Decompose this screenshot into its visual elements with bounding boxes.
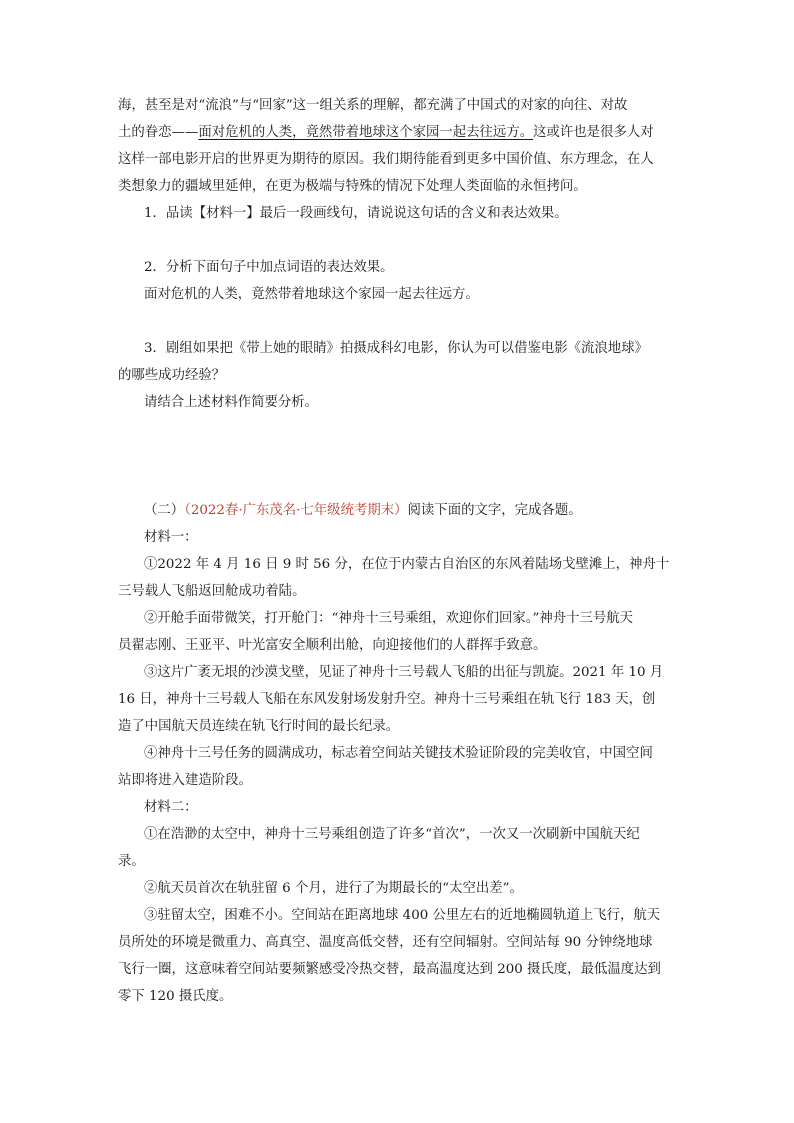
passage-line <box>118 119 678 146</box>
material-line: 造了中国航天员连续在轨飞行时间的最长纪录。 <box>118 719 400 734</box>
passage-text: 土的眷恋—— <box>118 125 199 140</box>
material-line: ③这片广袤无垠的沙漠戈壁，见证了神舟十三号载人飞船的出征与凯旋。2021 年 10 月 <box>144 665 664 680</box>
question-2: 2．分析下面句子中加点词语的表达效果。 <box>144 260 394 275</box>
material-line: ①2022 年 4 月 16 日 9 时 56 分，在位于内蒙古自治区的东风着陆场戈壁滩上，神舟十 <box>144 557 670 572</box>
passage-line: 这样一部电影开启的世界更为期待的原因。我们期待能看到更多中国价值、东方理念，在人 <box>118 152 654 167</box>
question-2-sentence: 面对危机的人类，竟然带着地球这个家园一起去往远方。 <box>144 287 479 302</box>
question-3-instruction: 请结合上述材料作简要分析。 <box>144 395 319 410</box>
question-3: 3．剧组如果把《带上她的眼睛》拍摄成科幻电影，你认为可以借鉴电影《流浪地球》 <box>144 341 648 356</box>
material-line: 飞行一圈，这意味着空间站要频繁感受冷热交替，最高温度达到 200 摄氏度，最低温度达到 <box>118 962 661 977</box>
section-instruction: 阅读下面的文字，完成各题。 <box>407 503 582 518</box>
document-page <box>118 92 678 1010</box>
material-line: ③驻留太空，困难不小。空间站在距离地球 400 公里左右的近地椭圆轨道上飞行，航天 <box>144 908 661 923</box>
question-3-cont: 的哪些成功经验？ <box>118 368 226 383</box>
passage-text: 这或许也是很多人对 <box>533 125 654 140</box>
underlined-sentence: 面对危机的人类，竟然带着地球这个家园一起去往远方。 <box>198 125 534 140</box>
passage-line: 类想象力的疆域里延伸，在更为极端与特殊的情况下处理人类面临的永恒拷问。 <box>118 179 587 194</box>
material-line: 三号载人飞船返回舱成功着陆。 <box>118 584 306 599</box>
material-line: ②开舱手面带微笑，打开舱门：“神舟十三号乘组，欢迎你们回家。”神舟十三号航天 <box>144 611 634 626</box>
material-line: 16 日，神舟十三号载人飞船在东风发射场发射升空。神舟十三号乘组在轨飞行 183 天，创 <box>118 692 656 707</box>
section-number: （二） <box>144 503 185 518</box>
material-line: 录。 <box>118 854 145 869</box>
question-1: 1．品读【材料一】最后一段画线句，请说说这句话的含义和表达效果。 <box>144 206 568 221</box>
material-1-title: 材料一： <box>144 530 198 545</box>
source-tag: （2022春·广东茂名·七年级统考期末） <box>184 503 408 518</box>
section-2-heading <box>118 497 678 524</box>
material-line: ④神舟十三号任务的圆满成功，标志着空间站关键技术验证阶段的完美收官，中国空间 <box>144 746 653 761</box>
material-line: 员所处的环境是微重力、高真空、温度高低交替，还有空间辐射。空间站每 90 分钟绕地球 <box>118 935 653 950</box>
material-line: ①在浩渺的太空中，神舟十三号乘组创造了许多“首次”，一次又一次刷新中国航天纪 <box>144 827 640 842</box>
passage-line: 海，甚至是对“流浪”与“回家”这一组关系的理解，都充满了中国式的对家的向往、对故 <box>118 98 628 113</box>
material-2-title: 材料二： <box>144 800 198 815</box>
material-line: 零下 120 摄氏度。 <box>118 989 233 1004</box>
material-line: 员翟志刚、王亚平、叶光富安全顺利出舱，向迎接他们的人群挥手致意。 <box>118 638 547 653</box>
material-line: 站即将进入建造阶段。 <box>118 773 252 788</box>
material-line: ②航天员首次在轨驻留 6 个月，进行了为期最长的“太空出差”。 <box>144 881 523 896</box>
